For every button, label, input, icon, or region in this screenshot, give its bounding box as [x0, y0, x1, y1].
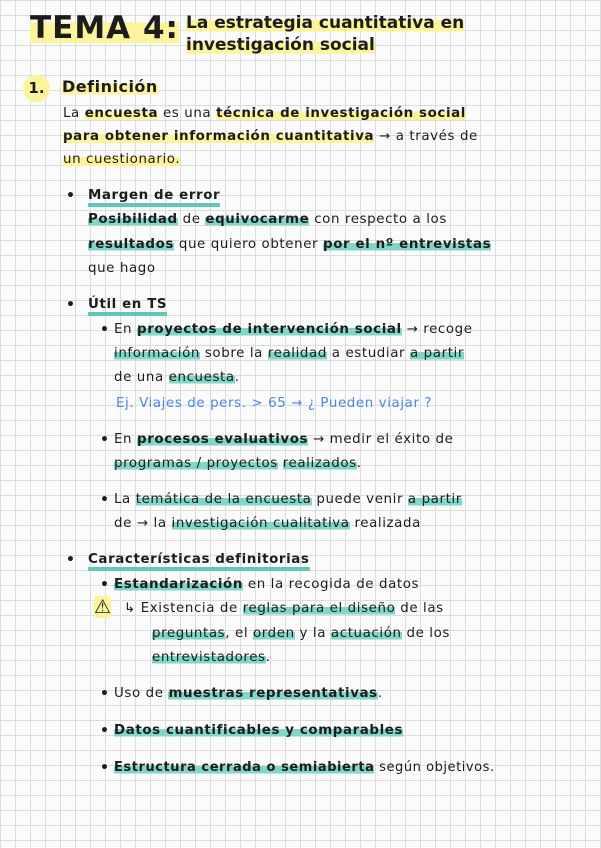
tema-colon: : [165, 10, 179, 46]
caracteristicas-heading: Características definitorias [88, 552, 310, 567]
util-item-1-line-3: de una encuesta. [114, 370, 240, 385]
bullet-caracteristicas: • [66, 552, 75, 568]
bullet-car-2: • [100, 686, 109, 702]
tema-title [30, 10, 179, 46]
bullet-car-4: • [100, 760, 109, 776]
util-item-1-line-1: En proyectos de intervención social → recoge [114, 322, 473, 337]
util-item-2-line-2: programas / proyectos realizados. [114, 456, 362, 471]
car-item-3: Datos cuantificables y comparables [114, 723, 404, 738]
util-item-1-line-2: información sobre la realidad a estudiar a partir [114, 346, 464, 361]
tema-label: TEMA 4 [30, 10, 166, 46]
bullet-util: • [66, 297, 75, 313]
bullet-util-2: • [100, 432, 109, 448]
car-item-4: Estructura cerrada o semiabierta según objetivos. [114, 760, 495, 775]
title-line-2-text: investigación social [186, 35, 375, 55]
margen-line-3: que hago [88, 261, 156, 276]
margen-line-2: resultados que quiero obtener por el nº entrevistas [88, 237, 492, 252]
car-sub-line-2: preguntas, el orden y la actuación de los [152, 626, 450, 641]
util-item-2-line-1: En procesos evaluativos → medir el éxito de [114, 432, 454, 447]
section-number: 1. [23, 75, 50, 102]
util-heading: Útil en TS [88, 297, 167, 312]
warning-icon: ⚠ [94, 596, 112, 618]
section-heading-text: Definición [62, 77, 158, 96]
car-item-1: Estandarización en la recogida de datos [114, 577, 420, 592]
car-sub-line-1: ↳ Existencia de reglas para el diseño de las [124, 601, 444, 616]
util-item-1-example: Ej. Viajes de pers. > 65 → ¿ Pueden viajar ? [116, 396, 433, 411]
bullet-margen: • [66, 188, 75, 204]
title-line-1 [186, 13, 464, 33]
bullet-util-1: • [100, 322, 109, 338]
car-sub-line-3: entrevistadores. [152, 650, 271, 665]
car-item-2: Uso de muestras representativas. [114, 686, 383, 701]
util-item-3-line-2: de → la investigación cualitativa realizada [114, 516, 421, 531]
bullet-car-1: • [100, 577, 109, 593]
title-line-1-text: La estrategia cuantitativa en [186, 13, 465, 33]
section-heading [62, 77, 158, 96]
definition-line-1: La encuesta es una técnica de investigación social [63, 106, 466, 121]
definition-line-3: un cuestionario. [63, 152, 181, 167]
definition-line-2: para obtener información cuantitativa → a través de [63, 129, 478, 144]
bullet-util-3: • [100, 492, 109, 508]
title-line-2 [186, 35, 375, 55]
margen-heading: Margen de error [88, 188, 220, 203]
util-item-3-line-1: La temática de la encuesta puede venir a partir [114, 492, 462, 507]
return-arrow-icon: ↳ [124, 601, 136, 616]
bullet-car-3: • [100, 723, 109, 739]
margen-line-1: Posibilidad de equivocarme con respecto a los [88, 212, 447, 227]
